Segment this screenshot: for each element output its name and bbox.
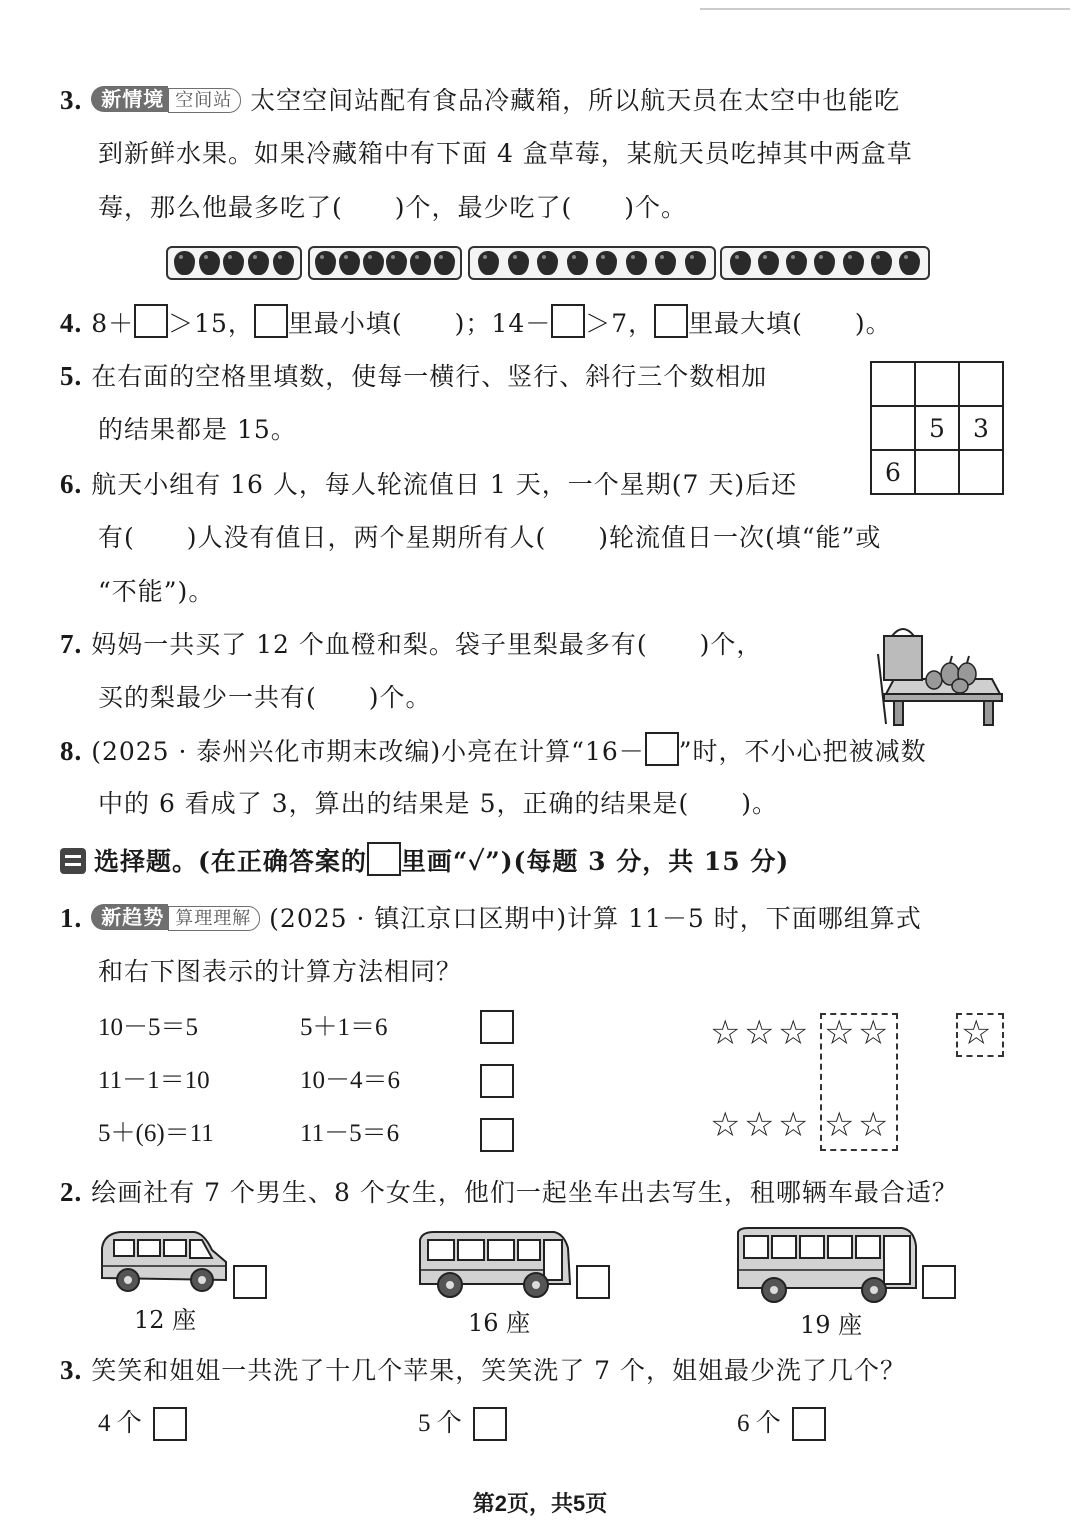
strawberry-icon: [655, 251, 676, 275]
q5-number: 5.: [60, 361, 83, 391]
strawberry-icon: [273, 251, 294, 275]
q4-blank-1[interactable]: [134, 304, 168, 338]
strawberry-box: [468, 246, 716, 280]
strawberry-icon: [871, 251, 892, 275]
c2-minibus-checkbox[interactable]: [576, 1265, 610, 1299]
c1-option-c-checkbox[interactable]: [480, 1118, 514, 1152]
c2-bus-checkbox[interactable]: [922, 1265, 956, 1299]
q4-blank-3[interactable]: [551, 304, 585, 338]
grid-cell: 3: [959, 406, 1003, 450]
q4-text-e: 里最大填( )。: [688, 309, 892, 338]
q5-text1: 在右面的空格里填数，使每一横行、竖行、斜行三个数相加: [91, 362, 768, 391]
bus-icon: [734, 1224, 920, 1304]
strawberry-icon: [410, 251, 431, 275]
c3-option-c: 6 个: [737, 1410, 781, 1437]
strawberry-icon: [174, 251, 195, 275]
q3-line2: 到新鲜水果。如果冷藏箱中有下面 4 盒草莓，某航天员吃掉其中两盒草: [98, 139, 913, 168]
section-text-a: 选择题。(在正确答案的: [94, 847, 367, 876]
strawberry-icon: [223, 251, 244, 275]
q6-line2: 有( )人没有值日，两个星期所有人( )轮流值日一次(填“能”或: [98, 523, 882, 552]
q3-line1: [60, 82, 900, 119]
c2-line1: [60, 1174, 958, 1211]
q7-text1: 妈妈一共买了 12 个血橙和梨。袋子里梨最多有( )个，: [91, 630, 763, 659]
dashed-single-box: [956, 1013, 1004, 1057]
q8-blank[interactable]: [645, 732, 679, 766]
q3-line3: 莓，那么他最多吃了( )个，最少吃了( )个。: [98, 193, 688, 222]
q5-line2: 的结果都是 15。: [98, 415, 297, 444]
strawberry-box: [720, 246, 930, 280]
star-icon: ☆: [858, 1105, 889, 1145]
strawberry-icon: [758, 251, 779, 275]
c2-minibus-caption: 16 座: [468, 1309, 531, 1337]
c3-option-b: 5 个: [418, 1410, 462, 1437]
q4-line: [60, 304, 892, 342]
q4-number: 4.: [60, 308, 83, 338]
star-icon: ☆: [744, 1105, 775, 1145]
section-header: [60, 842, 789, 880]
c2-bus-caption: 19 座: [800, 1311, 863, 1339]
q8-text-a: (2025 · 泰州兴化市期末改编)小亮在计算“16－: [91, 737, 645, 766]
star-icon: ☆: [710, 1105, 741, 1145]
q6-number: 6.: [60, 469, 83, 499]
strawberry-icon: [626, 251, 647, 275]
strawberry-icon: [478, 251, 499, 275]
top-rule: [700, 0, 1070, 10]
star-icon: ☆: [824, 1013, 855, 1053]
q4-blank-2[interactable]: [254, 304, 288, 338]
c1-number: 1.: [60, 903, 83, 933]
strawberry-icon: [508, 251, 529, 275]
c3-option-c-checkbox[interactable]: [792, 1407, 826, 1441]
q7-line1: [60, 626, 762, 663]
grid-cell: 6: [871, 450, 915, 494]
c1-line1: [60, 900, 922, 937]
strawberry-icon: [567, 251, 588, 275]
strawberry-icon: [537, 251, 558, 275]
minibus-icon: [414, 1228, 574, 1300]
strawberry-icon: [434, 251, 455, 275]
star-icon: ☆: [961, 1013, 992, 1053]
strawberry-icon: [596, 251, 617, 275]
c1-line2: 和右下图表示的计算方法相同？: [98, 957, 463, 986]
star-icon: ☆: [710, 1013, 741, 1053]
strawberry-icon: [730, 251, 751, 275]
c1-tag: 新趋势: [91, 904, 168, 930]
c3-line1: [60, 1352, 906, 1389]
q5-line1: [60, 358, 767, 395]
van-icon: [98, 1228, 230, 1296]
magic-square-grid: [870, 361, 1004, 495]
c2-van-checkbox[interactable]: [233, 1265, 267, 1299]
q3-text1: 太空空间站配有食品冷藏箱，所以航天员在太空中也能吃: [250, 86, 901, 115]
c1-text1: (2025 · 镇江京口区期中)计算 11－5 时，下面哪组算式: [269, 904, 922, 933]
c1-option-b-left: 11－1＝10: [98, 1067, 210, 1094]
c3-option-a: 4 个: [98, 1410, 142, 1437]
strawberry-icon: [315, 251, 336, 275]
strawberry-icon: [363, 251, 384, 275]
strawberry-icon: [248, 251, 269, 275]
c2-van-caption: 12 座: [134, 1306, 197, 1334]
strawberry-icon: [386, 251, 407, 275]
grid-cell[interactable]: [871, 406, 915, 450]
strawberry-box: [308, 246, 462, 280]
q4-blank-4[interactable]: [654, 304, 688, 338]
q8-line2: 中的 6 看成了 3，算出的结果是 5，正确的结果是( )。: [98, 789, 779, 818]
dashed-group-box: [820, 1013, 898, 1151]
strawberry-icon: [786, 251, 807, 275]
q4-text-a: 8＋: [91, 309, 135, 338]
strawberry-icon: [843, 251, 864, 275]
strawberry-icon: [899, 251, 920, 275]
q8-text-b: ”时，不小心把被减数: [678, 737, 927, 766]
grid-cell[interactable]: [959, 362, 1003, 406]
grid-cell[interactable]: [915, 362, 959, 406]
star-icon: ☆: [778, 1105, 809, 1145]
c1-option-b-checkbox[interactable]: [480, 1064, 514, 1098]
section-text-b: 里画“✓”)(每题 3 分，共 15 分): [400, 847, 790, 876]
q6-line3: “不能”)。: [98, 577, 215, 606]
q7-line2: 买的梨最少一共有( )个。: [98, 683, 432, 712]
c1-option-a-checkbox[interactable]: [480, 1010, 514, 1044]
c1-option-b-right: 10－4＝6: [300, 1067, 401, 1094]
grid-cell[interactable]: [959, 450, 1003, 494]
strawberry-box: [166, 246, 302, 280]
grid-cell[interactable]: [915, 450, 959, 494]
c3-number: 3.: [60, 1355, 83, 1385]
grid-cell: 5: [915, 406, 959, 450]
c3-option-a-checkbox[interactable]: [153, 1407, 187, 1441]
q3-tag: 新情境: [91, 86, 168, 112]
q4-text-d: ＞7，: [585, 309, 655, 338]
star-icon: ☆: [744, 1013, 775, 1053]
q6-text1: 航天小组有 16 人，每人轮流值日 1 天，一个星期(7 天)后还: [91, 470, 798, 499]
c2-number: 2.: [60, 1177, 83, 1207]
star-icon: ☆: [824, 1105, 855, 1145]
grid-cell[interactable]: [871, 362, 915, 406]
strawberry-icon: [685, 251, 706, 275]
c2-text1: 绘画社有 7 个男生、8 个女生，他们一起坐车出去写生，租哪辆车最合适？: [91, 1178, 958, 1207]
q3-tag2: 空间站: [168, 88, 241, 113]
c1-option-a-left: 10－5＝5: [98, 1014, 199, 1041]
c1-option-a-right: 5＋1＝6: [300, 1014, 388, 1041]
c3-option-b-checkbox[interactable]: [473, 1407, 507, 1441]
q4-text-b: ＞15，: [168, 309, 254, 338]
q8-number: 8.: [60, 736, 83, 766]
c1-option-c-right: 11－5＝6: [300, 1120, 400, 1147]
star-icon: ☆: [778, 1013, 809, 1053]
c1-tag2: 算理理解: [168, 906, 260, 931]
strawberry-icon: [339, 251, 360, 275]
strawberry-icon: [199, 251, 220, 275]
section-box-glyph: [367, 842, 401, 876]
q3-number: 3.: [60, 85, 83, 115]
table-with-fruit-illustration: [872, 624, 1004, 726]
section-number-icon: [60, 848, 86, 874]
c3-text1: 笑笑和姐姐一共洗了十几个苹果，笑笑洗了 7 个，姐姐最少洗了几个？: [91, 1356, 907, 1385]
c1-option-c-left: 5＋(6)＝11: [98, 1120, 214, 1147]
page-footer: 第2页，共5页: [472, 1491, 608, 1516]
q4-text-c: 里最小填( )；14－: [287, 309, 552, 338]
star-icon: ☆: [858, 1013, 889, 1053]
q8-line1: [60, 732, 927, 770]
q6-line1: [60, 466, 797, 503]
strawberry-icon: [814, 251, 835, 275]
q7-number: 7.: [60, 629, 83, 659]
